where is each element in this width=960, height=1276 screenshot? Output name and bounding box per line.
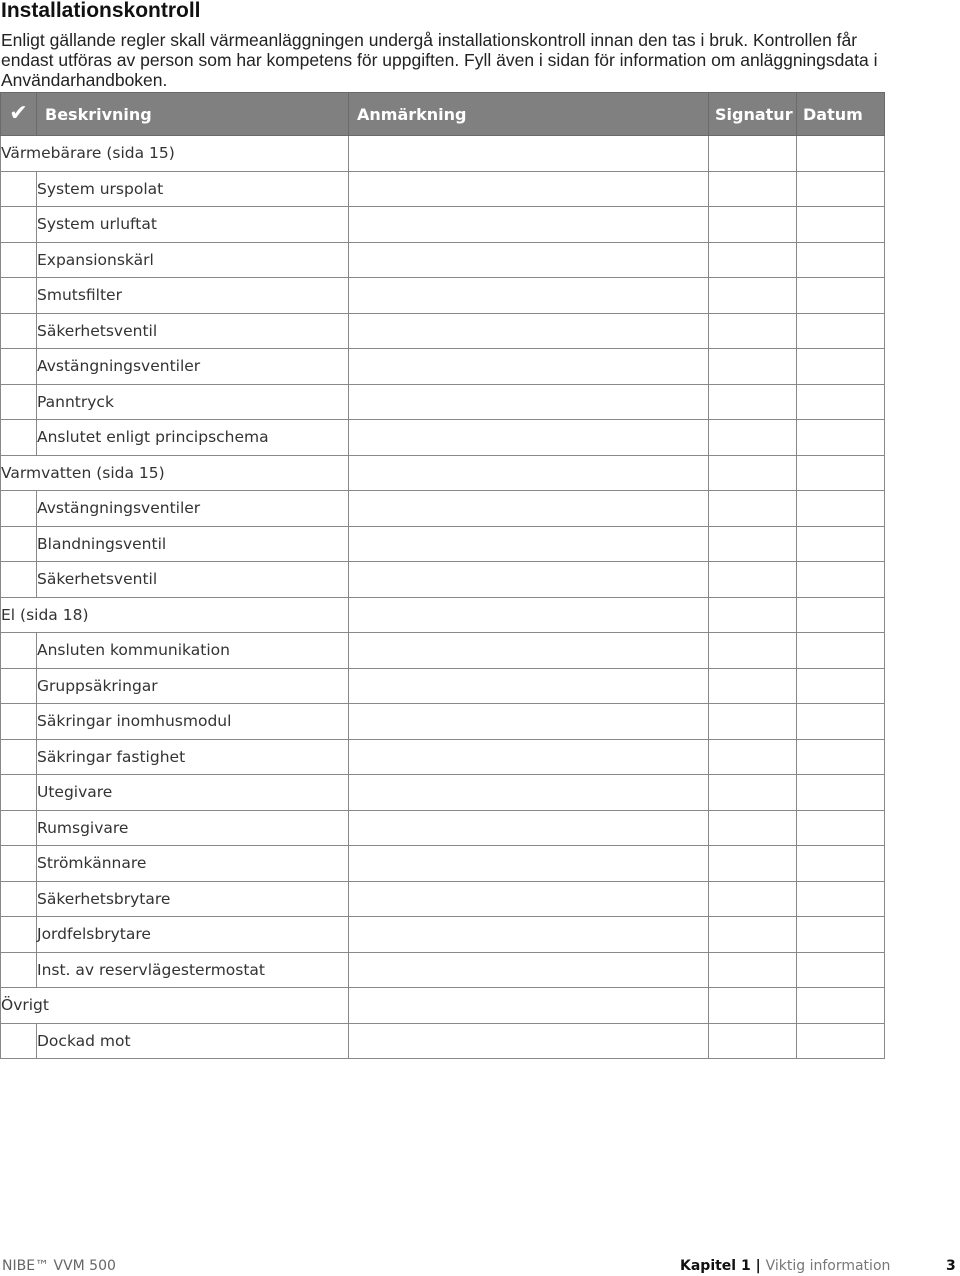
check-cell[interactable] bbox=[1, 384, 37, 420]
page-title: Installationskontroll bbox=[1, 0, 201, 22]
signature-cell[interactable] bbox=[709, 988, 797, 1024]
table-header-row bbox=[1, 93, 885, 136]
date-cell[interactable] bbox=[797, 952, 885, 988]
date-cell[interactable] bbox=[797, 420, 885, 456]
note-cell[interactable] bbox=[349, 455, 709, 491]
signature-cell[interactable] bbox=[709, 775, 797, 811]
signature-cell[interactable] bbox=[709, 810, 797, 846]
table-row bbox=[1, 704, 885, 740]
item-description: Gruppsäkringar bbox=[37, 668, 349, 704]
signature-cell[interactable] bbox=[709, 384, 797, 420]
note-cell[interactable] bbox=[349, 136, 709, 172]
date-cell[interactable] bbox=[797, 526, 885, 562]
date-cell[interactable] bbox=[797, 242, 885, 278]
table-row bbox=[1, 1023, 885, 1059]
check-cell[interactable] bbox=[1, 420, 37, 456]
note-cell[interactable] bbox=[349, 313, 709, 349]
signature-cell[interactable] bbox=[709, 846, 797, 882]
table-row bbox=[1, 491, 885, 527]
note-cell[interactable] bbox=[349, 171, 709, 207]
note-cell[interactable] bbox=[349, 242, 709, 278]
group-row bbox=[1, 455, 885, 491]
date-cell[interactable] bbox=[797, 1023, 885, 1059]
item-description: Avstängningsventiler bbox=[37, 349, 349, 385]
date-cell[interactable] bbox=[797, 881, 885, 917]
note-cell[interactable] bbox=[349, 988, 709, 1024]
note-cell[interactable] bbox=[349, 739, 709, 775]
group-row bbox=[1, 988, 885, 1024]
item-description: Utegivare bbox=[37, 775, 349, 811]
item-description: Säkerhetsventil bbox=[37, 562, 349, 598]
check-cell[interactable] bbox=[1, 810, 37, 846]
note-column-header: Anmärkning bbox=[349, 93, 709, 136]
note-cell[interactable] bbox=[349, 810, 709, 846]
item-description: Säkringar inomhusmodul bbox=[37, 704, 349, 740]
check-cell[interactable] bbox=[1, 1023, 37, 1059]
note-cell[interactable] bbox=[349, 775, 709, 811]
table-row bbox=[1, 917, 885, 953]
table-row bbox=[1, 420, 885, 456]
check-cell[interactable] bbox=[1, 881, 37, 917]
item-description: Dockad mot bbox=[37, 1023, 349, 1059]
group-row bbox=[1, 597, 885, 633]
signature-cell[interactable] bbox=[709, 313, 797, 349]
signature-cell[interactable] bbox=[709, 917, 797, 953]
signature-cell[interactable] bbox=[709, 562, 797, 598]
table-row bbox=[1, 881, 885, 917]
date-cell[interactable] bbox=[797, 313, 885, 349]
note-cell[interactable] bbox=[349, 207, 709, 243]
table-row bbox=[1, 739, 885, 775]
item-description: Panntryck bbox=[37, 384, 349, 420]
note-cell[interactable] bbox=[349, 491, 709, 527]
footer-separator: | bbox=[755, 1258, 761, 1274]
check-cell[interactable] bbox=[1, 171, 37, 207]
footer-page-number: 3 bbox=[946, 1258, 956, 1274]
date-cell[interactable] bbox=[797, 810, 885, 846]
date-cell[interactable] bbox=[797, 988, 885, 1024]
check-cell[interactable] bbox=[1, 242, 37, 278]
date-cell[interactable] bbox=[797, 562, 885, 598]
signature-cell[interactable] bbox=[709, 455, 797, 491]
note-cell[interactable] bbox=[349, 562, 709, 598]
date-cell[interactable] bbox=[797, 633, 885, 669]
description-column-header: Beskrivning bbox=[37, 93, 349, 136]
table-row bbox=[1, 633, 885, 669]
table-row bbox=[1, 313, 885, 349]
date-cell[interactable] bbox=[797, 384, 885, 420]
footer-brand: NIBE™ VVM 500 bbox=[2, 1258, 116, 1274]
footer-chapter-label: Kapitel 1 bbox=[680, 1258, 751, 1274]
table-row bbox=[1, 810, 885, 846]
check-cell[interactable] bbox=[1, 562, 37, 598]
item-description: Rumsgivare bbox=[37, 810, 349, 846]
note-cell[interactable] bbox=[349, 668, 709, 704]
date-cell[interactable] bbox=[797, 207, 885, 243]
date-column-header: Datum bbox=[797, 93, 885, 136]
date-cell[interactable] bbox=[797, 668, 885, 704]
signature-cell[interactable] bbox=[709, 420, 797, 456]
signature-cell[interactable] bbox=[709, 171, 797, 207]
note-cell[interactable] bbox=[349, 633, 709, 669]
page-footer bbox=[0, 1256, 960, 1276]
note-cell[interactable] bbox=[349, 526, 709, 562]
installation-checklist-table bbox=[0, 92, 885, 1059]
note-cell[interactable] bbox=[349, 952, 709, 988]
note-cell[interactable] bbox=[349, 278, 709, 314]
item-description: Säkringar fastighet bbox=[37, 739, 349, 775]
signature-cell[interactable] bbox=[709, 597, 797, 633]
note-cell[interactable] bbox=[349, 917, 709, 953]
signature-cell[interactable] bbox=[709, 278, 797, 314]
signature-cell[interactable] bbox=[709, 881, 797, 917]
signature-cell[interactable] bbox=[709, 349, 797, 385]
signature-cell[interactable] bbox=[709, 952, 797, 988]
table-row bbox=[1, 775, 885, 811]
date-cell[interactable] bbox=[797, 917, 885, 953]
group-title: El (sida 18) bbox=[1, 597, 349, 633]
check-cell[interactable] bbox=[1, 491, 37, 527]
signature-cell[interactable] bbox=[709, 1023, 797, 1059]
intro-paragraph: Enligt gällande regler skall värmeanläggningen undergå installationskontroll innan den tas i bruk. Kontrollen får endast utföras av person som har kompetens för uppgiften. Fyll även i sidan för information om anläggningsdata i Användarhandboken. bbox=[1, 30, 878, 90]
table-row bbox=[1, 952, 885, 988]
check-cell[interactable] bbox=[1, 952, 37, 988]
table-row bbox=[1, 349, 885, 385]
table-row bbox=[1, 278, 885, 314]
group-title: Värmebärare (sida 15) bbox=[1, 136, 349, 172]
item-description: Strömkännare bbox=[37, 846, 349, 882]
item-description: System urluftat bbox=[37, 207, 349, 243]
item-description: Expansionskärl bbox=[37, 242, 349, 278]
group-title: Varmvatten (sida 15) bbox=[1, 455, 349, 491]
signature-cell[interactable] bbox=[709, 668, 797, 704]
table-row bbox=[1, 668, 885, 704]
note-cell[interactable] bbox=[349, 1023, 709, 1059]
date-cell[interactable] bbox=[797, 455, 885, 491]
check-cell[interactable] bbox=[1, 278, 37, 314]
table-row bbox=[1, 526, 885, 562]
date-cell[interactable] bbox=[797, 704, 885, 740]
date-cell[interactable] bbox=[797, 278, 885, 314]
signature-column-header: Signatur bbox=[709, 93, 797, 136]
note-cell[interactable] bbox=[349, 384, 709, 420]
item-description: Blandningsventil bbox=[37, 526, 349, 562]
group-row bbox=[1, 136, 885, 172]
signature-cell[interactable] bbox=[709, 704, 797, 740]
table-row bbox=[1, 171, 885, 207]
check-cell[interactable] bbox=[1, 739, 37, 775]
check-cell[interactable] bbox=[1, 526, 37, 562]
table-row bbox=[1, 846, 885, 882]
check-cell[interactable] bbox=[1, 668, 37, 704]
item-description: Anslutet enligt principschema bbox=[37, 420, 349, 456]
item-description: Avstängningsventiler bbox=[37, 491, 349, 527]
footer-chapter bbox=[680, 1258, 890, 1274]
table-row bbox=[1, 207, 885, 243]
note-cell[interactable] bbox=[349, 704, 709, 740]
signature-cell[interactable] bbox=[709, 633, 797, 669]
date-cell[interactable] bbox=[797, 597, 885, 633]
date-cell[interactable] bbox=[797, 739, 885, 775]
checklist-body bbox=[1, 136, 885, 1059]
check-cell[interactable] bbox=[1, 917, 37, 953]
table-row bbox=[1, 384, 885, 420]
check-cell[interactable] bbox=[1, 313, 37, 349]
signature-cell[interactable] bbox=[709, 242, 797, 278]
item-description: System urspolat bbox=[37, 171, 349, 207]
check-cell[interactable] bbox=[1, 704, 37, 740]
note-cell[interactable] bbox=[349, 349, 709, 385]
checkmark-icon: ✔ bbox=[9, 101, 28, 126]
table-row bbox=[1, 562, 885, 598]
signature-cell[interactable] bbox=[709, 207, 797, 243]
signature-cell[interactable] bbox=[709, 526, 797, 562]
check-cell[interactable] bbox=[1, 775, 37, 811]
date-cell[interactable] bbox=[797, 349, 885, 385]
check-cell[interactable] bbox=[1, 633, 37, 669]
item-description: Inst. av reservlägestermostat bbox=[37, 952, 349, 988]
check-cell[interactable] bbox=[1, 349, 37, 385]
signature-cell[interactable] bbox=[709, 491, 797, 527]
check-cell[interactable] bbox=[1, 846, 37, 882]
item-description: Jordfelsbrytare bbox=[37, 917, 349, 953]
item-description: Ansluten kommunikation bbox=[37, 633, 349, 669]
footer-chapter-title: Viktig information bbox=[765, 1258, 891, 1274]
date-cell[interactable] bbox=[797, 136, 885, 172]
check-cell[interactable] bbox=[1, 207, 37, 243]
date-cell[interactable] bbox=[797, 775, 885, 811]
check-column-header bbox=[1, 93, 37, 136]
item-description: Smutsfilter bbox=[37, 278, 349, 314]
signature-cell[interactable] bbox=[709, 739, 797, 775]
item-description: Säkerhetsventil bbox=[37, 313, 349, 349]
date-cell[interactable] bbox=[797, 171, 885, 207]
group-title: Övrigt bbox=[1, 988, 349, 1024]
signature-cell[interactable] bbox=[709, 136, 797, 172]
note-cell[interactable] bbox=[349, 881, 709, 917]
item-description: Säkerhetsbrytare bbox=[37, 881, 349, 917]
date-cell[interactable] bbox=[797, 846, 885, 882]
note-cell[interactable] bbox=[349, 597, 709, 633]
table-row bbox=[1, 242, 885, 278]
date-cell[interactable] bbox=[797, 491, 885, 527]
note-cell[interactable] bbox=[349, 846, 709, 882]
note-cell[interactable] bbox=[349, 420, 709, 456]
